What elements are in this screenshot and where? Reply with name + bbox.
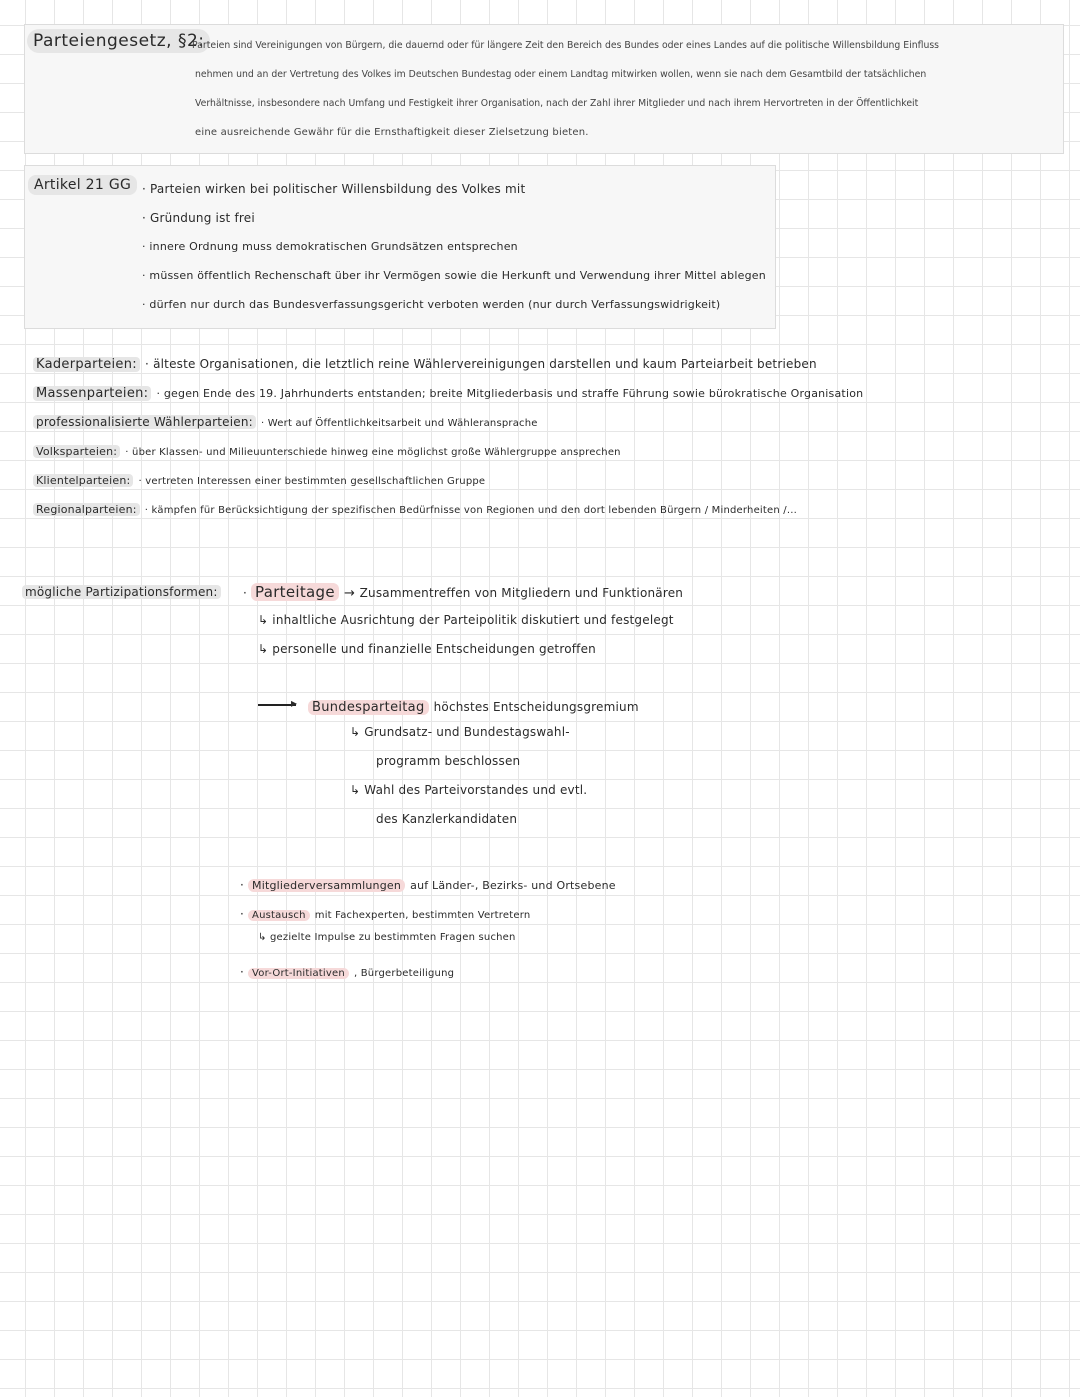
party-law-title: Parteiengesetz, §2: (27, 31, 210, 51)
party-type-massen: Massenparteien: · gegen Ende des 19. Jahrhunderts entstanden; breite Mitgliederbasis und straffe Führung sowie bürokratische Organisation (33, 382, 863, 401)
bundesparteitag-sub-4: des Kanzlerkandidaten (376, 812, 518, 826)
party-type-klientel: Klientelparteien: · vertreten Interessen einer bestimmten gesellschaftlichen Gruppe (33, 469, 485, 488)
party-law-line-2: nehmen und an der Vertretung des Volkes im Deutschen Bundestag oder einem Landtag mitwirken wollen, wenn sie nach dem Gesamtbild der tatsächlichen (195, 69, 927, 80)
bundesparteitag-sub-1: ↳ Grundsatz- und Bundestagswahl- (350, 725, 570, 739)
parteitage-sub-1: ↳ inhaltliche Ausrichtung der Parteipolitik diskutiert und festgelegt (258, 613, 674, 627)
austausch-row: · Austausch mit Fachexperten, bestimmten Vertretern (240, 907, 531, 921)
article21-item-3: · innere Ordnung muss demokratischen Grundsätzen entsprechen (142, 240, 518, 253)
party-type-kader: Kaderparteien: · älteste Organisationen, die letztlich reine Wählervereinigungen darstellen und kaum Parteiarbeit betrieben (33, 353, 817, 372)
mitglieder-row: · Mitgliederversammlungen auf Länder-, Bezirks- und Ortsebene (240, 878, 616, 892)
vorort-row: · Vor-Ort-Initiativen , Bürgerbeteiligung (240, 965, 455, 979)
party-type-professional: professionalisierte Wählerparteien: · Wert auf Öffentlichkeitsarbeit und Wähleransprache (33, 411, 538, 430)
article21-title: Artikel 21 GG (28, 177, 137, 193)
arrow-head-icon: ▸ (291, 696, 298, 710)
impulse-row: ↳ gezielte Impulse zu bestimmten Fragen suchen (258, 932, 516, 943)
participation-label: mögliche Partizipationsformen: (22, 585, 221, 599)
party-type-regional: Regionalparteien: · kämpfen für Berücksichtigung der spezifischen Bedürfnisse von Regionen und den dort lebenden Bürgern / Minderheiten /... (33, 498, 797, 517)
party-law-line-3: Verhältnisse, insbesondere nach Umfang und Festigkeit ihrer Organisation, nach der Zahl ihrer Mitglieder und nach ihrem Hervortreten in der Öffentlichkeit (195, 98, 919, 109)
article21-item-5: · dürfen nur durch das Bundesverfassungsgericht verboten werden (nur durch Verfassungswidrigkeit) (142, 298, 721, 311)
parteitage-row: · Parteitage → Zusammentreffen von Mitgliedern und Funktionären (243, 583, 684, 601)
party-type-volk: Volksparteien: · über Klassen- und Milieuunterschiede hinweg eine möglichst große Wählergruppe ansprechen (33, 440, 621, 459)
party-law-line-4: eine ausreichende Gewähr für die Ernsthaftigkeit dieser Zielsetzung bieten. (195, 127, 589, 138)
bundesparteitag-sub-2: programm beschlossen (376, 754, 521, 768)
bundesparteitag-sub-3: ↳ Wahl des Parteivorstandes und evtl. (350, 783, 588, 797)
article21-item-4: · müssen öffentlich Rechenschaft über ihr Vermögen sowie die Herkunft und Verwendung ihrer Mittel ablegen (142, 269, 766, 282)
bundesparteitag-row: Bundesparteitag höchstes Entscheidungsgremium (308, 696, 639, 715)
article21-item-2: · Gründung ist frei (142, 211, 255, 225)
parteitage-sub-2: ↳ personelle und finanzielle Entscheidungen getroffen (258, 642, 596, 656)
party-law-line-1: Parteien sind Vereinigungen von Bürgern, die dauernd oder für längere Zeit den Bereich des Bundes oder eines Landes auf die politische Willensbildung Einfluss (192, 40, 940, 51)
article21-item-1: · Parteien wirken bei politischer Willensbildung des Volkes mit (142, 182, 526, 196)
